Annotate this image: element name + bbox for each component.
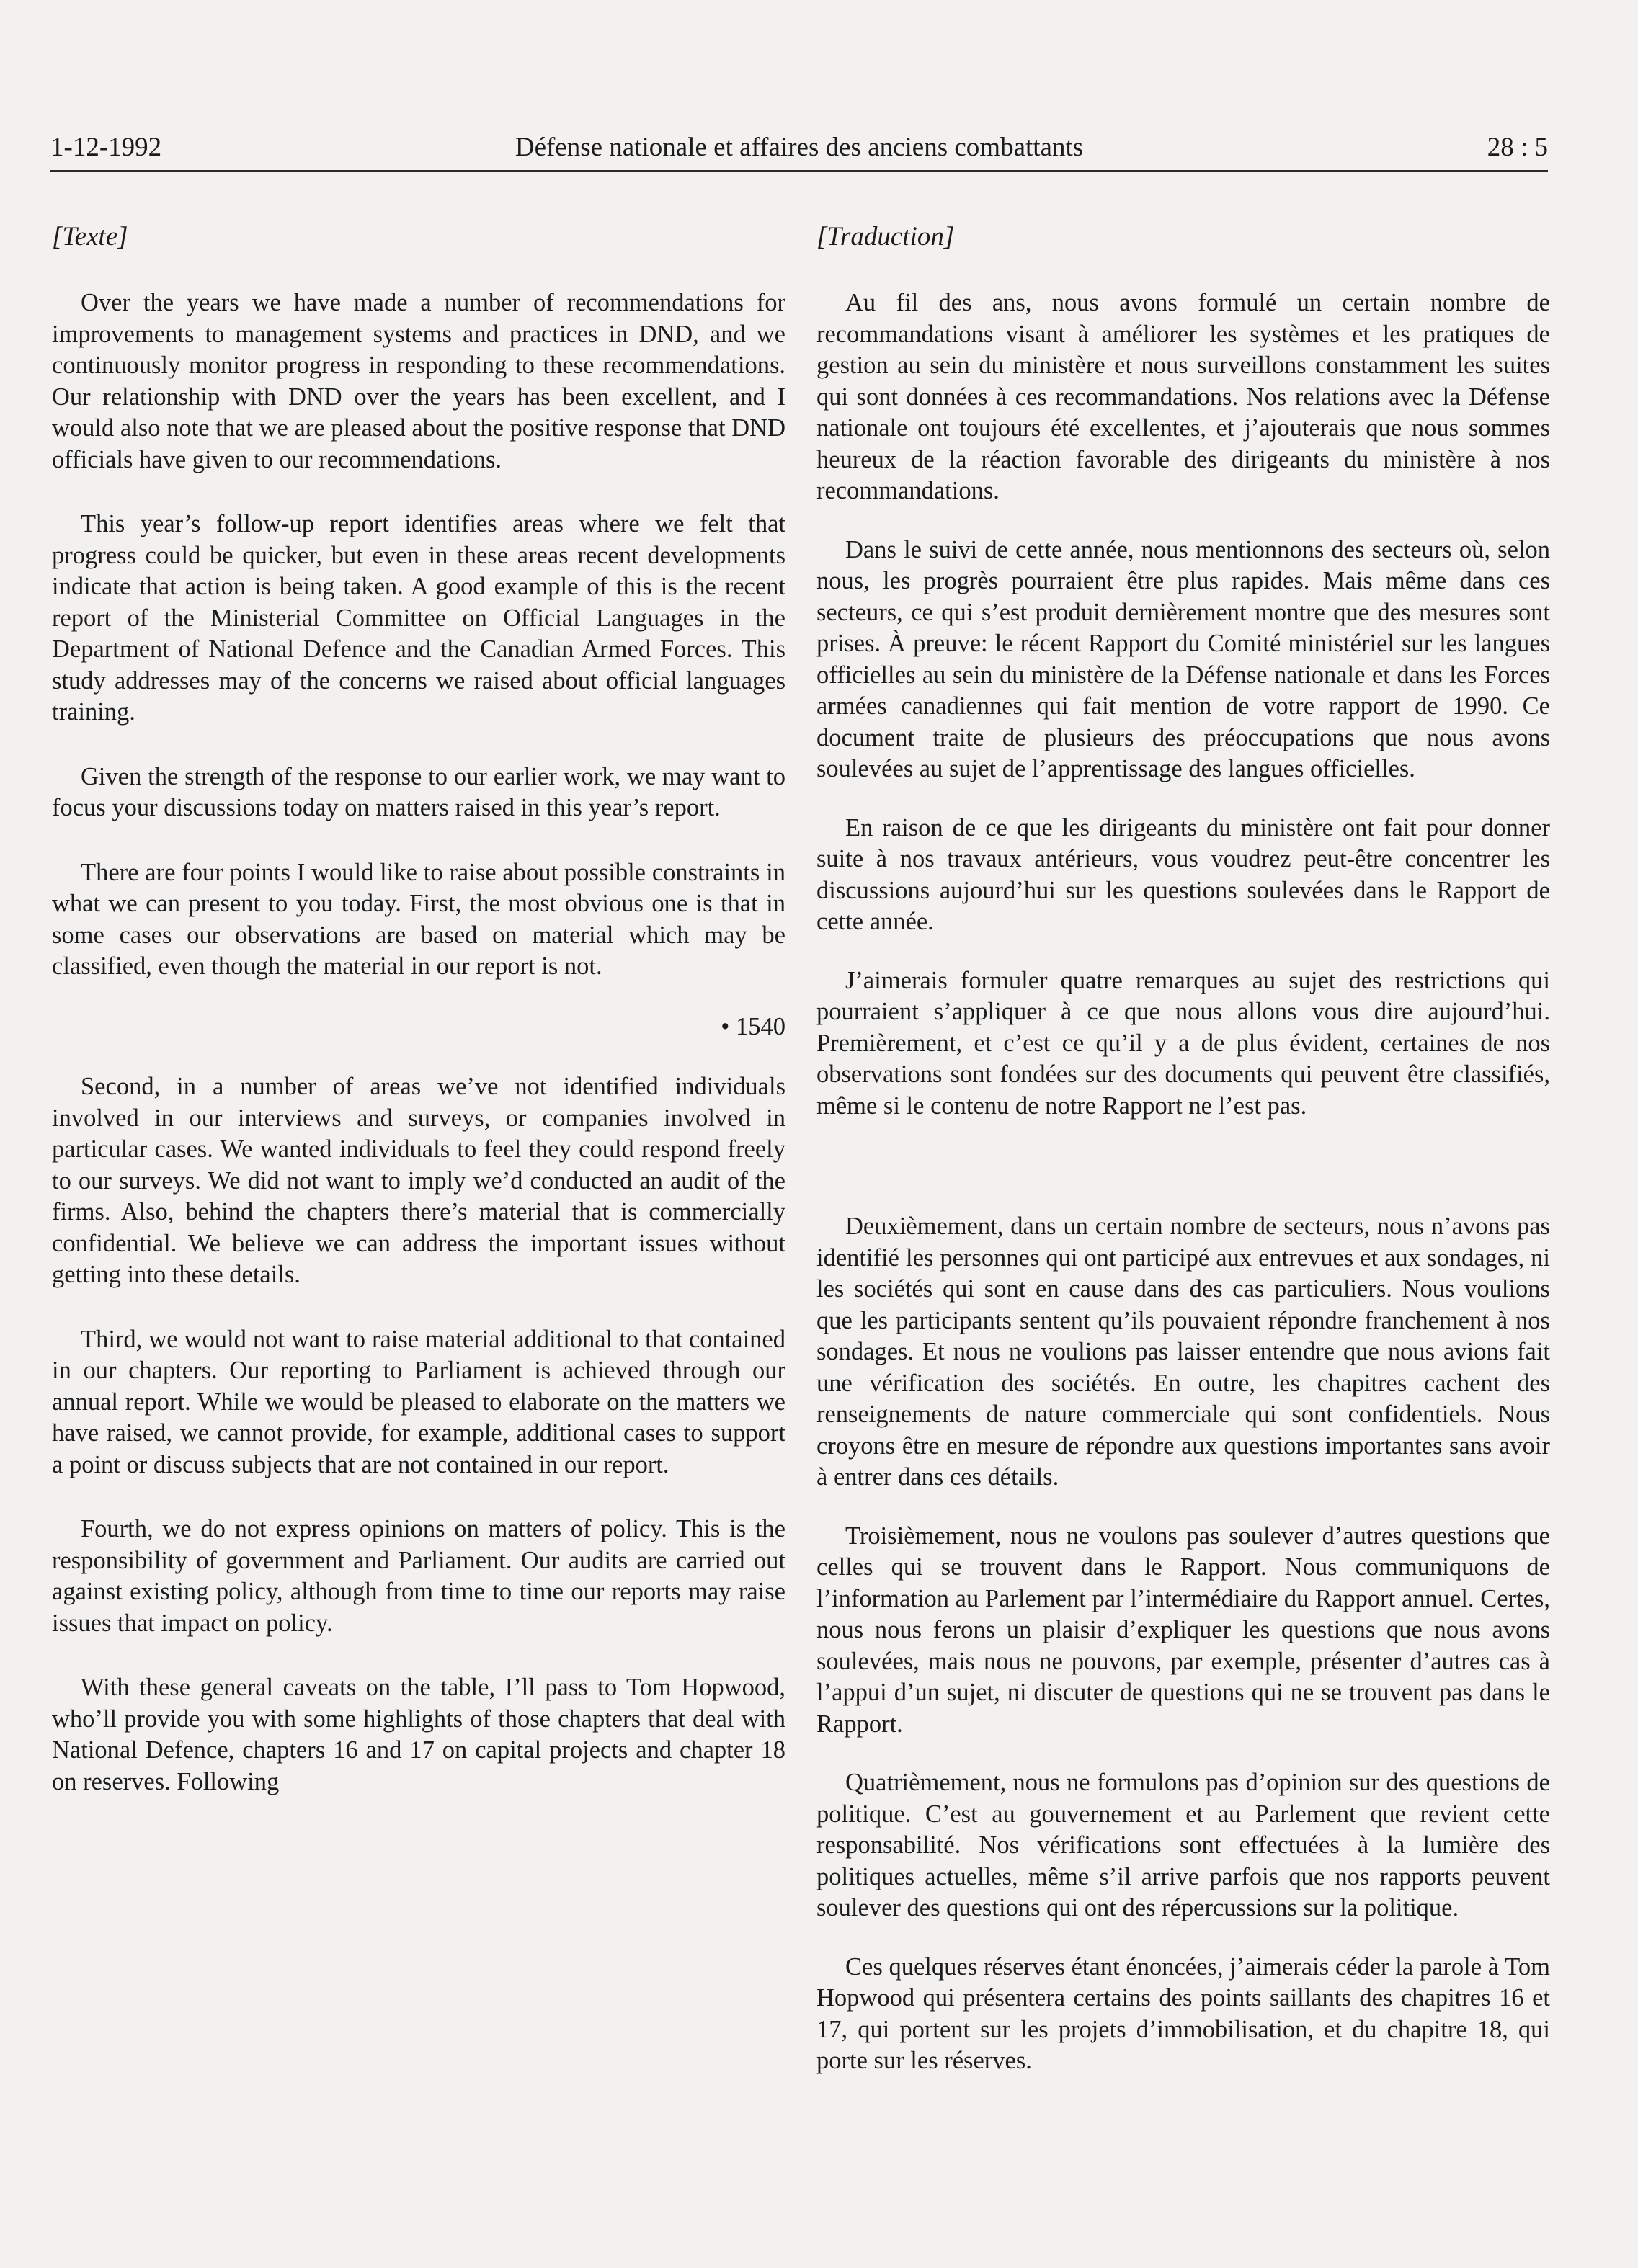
paragraph: Deuxièmement, dans un certain nombre de secteurs, nous n’avons pas identifié les personnes qui ont participé aux entrevues et aux sondages, ni les sociétés qui sont en cause dans des cas particuliers. Nous voulions que les participants sentent qu’ils pouvaient répondre franchement à nos sondages. Et nous ne voulions pas laisser entendre que nous avions fait une vérification des sociétés. En outre, les chapitres cachent des renseignements de nature commerciale qui sont confidentiels. Nous croyons être en mesure de répondre aux questions importantes sans avoir à entrer dans ces détails. [816, 1213, 1550, 1491]
header-rule [50, 170, 1548, 172]
paragraph: Troisièmement, nous ne voulons pas soulever d’autres questions que celles qui se trouvent dans le Rapport. Nous communiquons de l’information au Parlement par l’intermédiaire du Rapport annuel. Certes, nous nous ferons un plaisir d’expliquer les questions que nous avons soulevées, mais nous ne pouvons, par exemple, présenter d’autres cas à l’appui d’un sujet, ni discuter de questions qui ne se trouvent pas dans le Rapport. [816, 1522, 1550, 1738]
header-date: 1-12-1992 [50, 133, 162, 162]
column-label-traduction: [Traduction] [816, 222, 955, 251]
header-page-number: 28 : 5 [1487, 133, 1548, 162]
paragraph: Dans le suivi de cette année, nous mentionnons des secteurs où, selon nous, les progrès pourraient être plus rapides. Mais même dans ces secteurs, ce qui s’est produit dernièrement montre que des mesures sont prises. À preuve: le récent Rapport du Comité ministériel sur les langues officielles au sein du ministère de la Défense nationale et dans les Forces armées canadiennes qui fait mention de votre rapport de 1990. Ce document traite de plusieurs des préoccupations que nous avons soulevées au sujet de l’apprentissage des langues officielles. [816, 535, 1550, 782]
paragraph: With these general caveats on the table, I’ll pass to Tom Hopwood, who’ll provide you with some highlights of those chapters that deal with National Defence, chapters 16 and 17 on capital projects and chapter 18 on reserves. Following [52, 1674, 785, 1795]
french-column [816, 220, 1550, 2077]
paragraph: Au fil des ans, nous avons formulé un certain nombre de recommandations visant à améliorer les systèmes et les pratiques de gestion au sein du ministère et nous surveillons constamment les suites qui sont données à ces recommandations. Nos relations avec la Défense nationale ont toujours été excellentes, et j’ajouterais que nous sommes heureux de la réaction favorable des dirigeants du ministère à nos recommandations. [816, 289, 1550, 504]
column-label-texte: [Texte] [52, 222, 128, 251]
page-header [50, 130, 1548, 173]
paragraph: Second, in a number of areas we’ve not identified individuals involved in our interviews and surveys, or companies involved in particular cases. We wanted individuals to feel they could respond freely to our surveys. We did not want to imply we’d conducted an audit of the firms. Also, behind the chapters there’s material that is commercially confidential. We believe we can address the important issues without getting into these details. [52, 1073, 785, 1288]
paragraph: En raison de ce que les dirigeants du ministère ont fait pour donner suite à nos travaux antérieurs, vous voudrez peut-être concentrer les discussions aujourd’hui sur les questions soulevées dans le Rapport de cette année. [816, 813, 1550, 935]
paragraph: There are four points I would like to raise about possible constraints in what we can present to you today. First, the most obvious one is that in some cases our observations are based on material which may be classified, even though the material in our report is not. [52, 858, 785, 980]
paragraph: Over the years we have made a number of recommendations for improvements to management systems and practices in DND, and we continuously monitor progress in responding to these recommendations. Our relationship with DND over the years has been excellent, and I would also note that we are pleased about the positive response that DND officials have given to our recommendations. [52, 289, 785, 473]
paragraph: Ces quelques réserves étant énoncées, j’aimerais céder la parole à Tom Hopwood qui présentera certains des points saillants des chapitres 16 et 17, qui portent sur les projets d’immobilisation, et du chapitre 18, qui porte sur les réserves. [816, 1952, 1550, 2074]
timestamp-marker: • 1540 [721, 1012, 785, 1040]
paragraph: Third, we would not want to raise material additional to that contained in our chapters. Our reporting to Parliament is achieved through our annual report. While we would be pleased to elaborate on the matters we have raised, we cannot provide, for example, additional cases to support a point or discuss subjects that are not contained in our report. [52, 1325, 785, 1478]
english-column [52, 220, 785, 1798]
paragraph: Fourth, we do not express opinions on matters of policy. This is the responsibility of government and Parliament. Our audits are carried out against existing policy, although from time to time our reports may raise issues that impact on policy. [52, 1515, 785, 1637]
paragraph: Given the strength of the response to our earlier work, we may want to focus your discussions today on matters raised in this year’s report. [52, 762, 785, 821]
paragraph: Quatrièmement, nous ne formulons pas d’opinion sur des questions de politique. C’est au gouvernement et au Parlement que revient cette responsabilité. Nos vérifications sont effectuées à la lumière des politiques actuelles, même s’il arrive parfois que nos rapports peuvent soulever des questions qui ont des répercussions sur la politique. [816, 1769, 1550, 1921]
paragraph: This year’s follow-up report identifies areas where we felt that progress could be quicker, but even in these areas recent developments indicate that action is being taken. A good example of this is the recent report of the Ministerial Committee on Official Languages in the Department of National Defence and the Canadian Armed Forces. This study addresses may of the concerns we raised about official languages training. [52, 510, 785, 726]
paragraph: J’aimerais formuler quatre remarques au sujet des restrictions qui pourraient s’appliquer à ce que nous allons vous dire aujourd’hui. Premièrement, et c’est ce qu’il y a de plus évident, certaines de nos observations sont fondées sur des documents qui peuvent être classifiés, même si le contenu de notre Rapport ne l’est pas. [816, 966, 1550, 1120]
header-title: Défense nationale et affaires des anciens combattants [515, 133, 1084, 162]
